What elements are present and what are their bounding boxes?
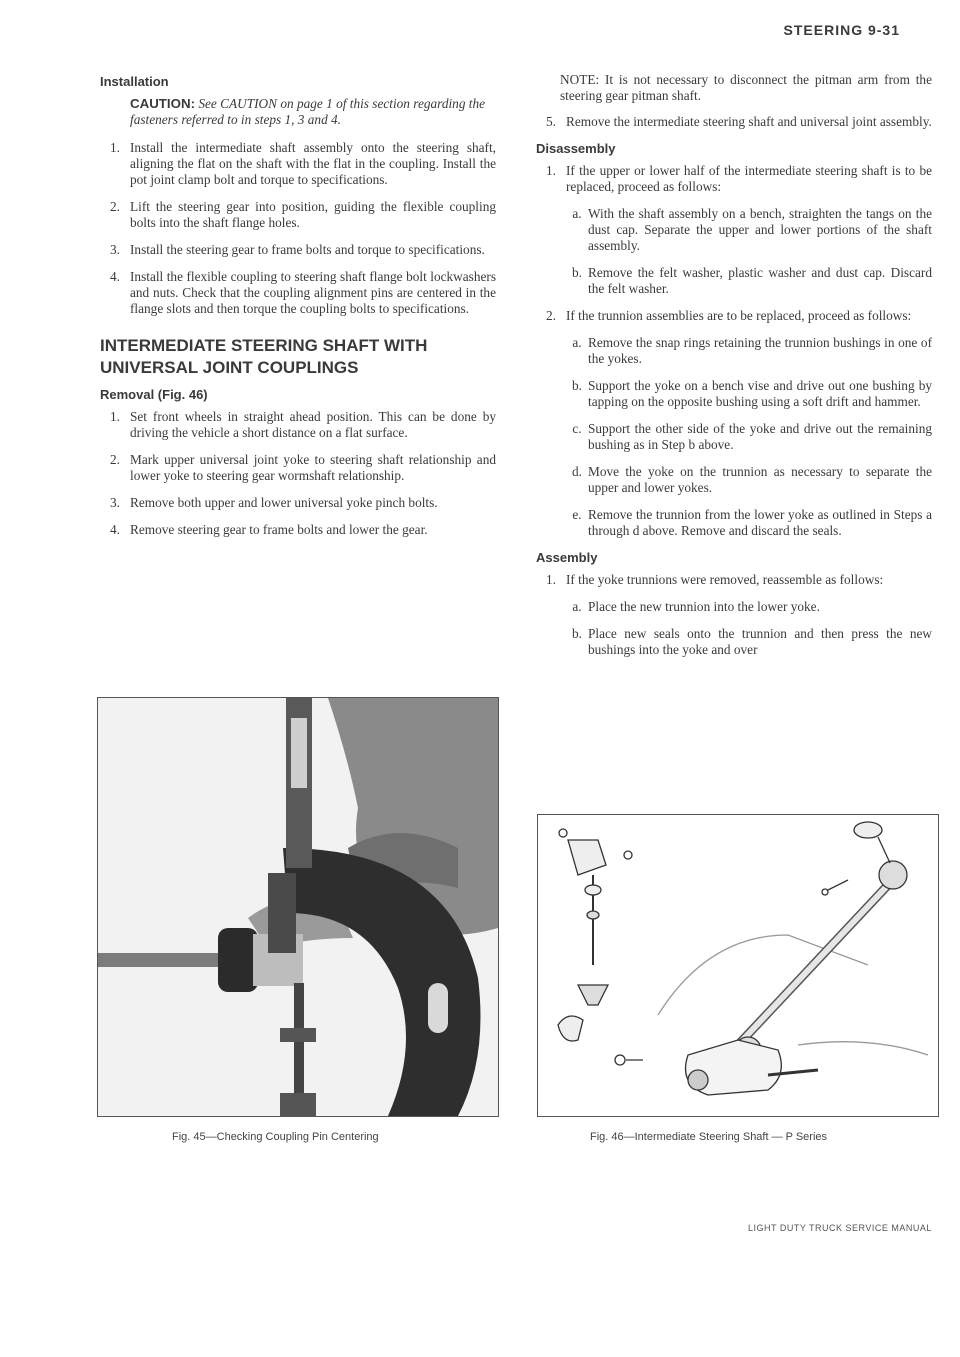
step-number: 1.	[110, 140, 120, 155]
removal-heading: Removal (Fig. 46)	[100, 387, 208, 402]
sub-step-text: Support the other side of the yoke and drive out the remaining bushing as in Step b above.	[588, 421, 932, 452]
left-column	[100, 74, 496, 549]
step-text: Lift the steering gear into position, guiding the flexible coupling bolts into the shaft flange holes.	[130, 199, 496, 230]
assembly-heading: Assembly	[536, 550, 598, 565]
sub-step-text: Remove the trunnion from the lower yoke as outlined in Steps a through d above. Remove and discard the seals.	[588, 507, 932, 538]
step-text: Install the steering gear to frame bolts and torque to specifications.	[130, 242, 485, 257]
step-number: 1.	[546, 572, 556, 587]
caution-note	[130, 96, 496, 128]
step-text: If the upper or lower half of the intermediate steering shaft is to be replaced, proceed as follows:	[566, 163, 932, 194]
sub-step-text: Remove the felt washer, plastic washer and dust cap. Discard the felt washer.	[588, 265, 932, 296]
step-text: Remove the intermediate steering shaft and universal joint assembly.	[566, 114, 932, 129]
sub-step-text: Place the new trunnion into the lower yoke.	[588, 599, 820, 614]
disassembly-step	[536, 163, 932, 195]
step-number: 4.	[110, 269, 120, 284]
step-text: Mark upper universal joint yoke to steering shaft relationship and lower yoke to steering gear wormshaft relationship.	[130, 452, 496, 483]
sub-step-letter: a.	[572, 335, 582, 350]
step-number: 3.	[110, 495, 120, 510]
page-footer: LIGHT DUTY TRUCK SERVICE MANUAL	[748, 1223, 932, 1233]
step-text: Install the intermediate shaft assembly onto the steering shaft, aligning the flat on the shaft with the flat in the coupling. Install the pot joint clamp bolt and torque to specifications.	[130, 140, 496, 187]
sub-step	[566, 265, 932, 297]
fig45-caption: Fig. 45—Checking Coupling Pin Centering	[172, 1131, 379, 1143]
note-text: NOTE: It is not necessary to disconnect the pitman arm from the steering gear pitman shaft.	[560, 72, 932, 103]
sub-step-text: Support the yoke on a bench vise and drive out one bushing by tapping on the opposite bushing using a soft drift and hammer.	[588, 378, 932, 409]
section-title	[100, 335, 496, 379]
sub-step-letter: d.	[572, 464, 582, 479]
sub-step-text: Move the yoke on the trunnion as necessary to separate the upper and lower yokes.	[588, 464, 932, 495]
sub-step-letter: a.	[572, 206, 582, 221]
removal-step	[100, 409, 496, 441]
sub-step	[566, 421, 932, 453]
sub-step-text: Place new seals onto the trunnion and then press the new bushings into the yoke and over	[588, 626, 932, 657]
installation-heading: Installation	[100, 74, 169, 89]
fig45-photo	[97, 697, 499, 1117]
caution-text: See CAUTION on page 1 of this section regarding the fasteners referred to in steps 1, 3 and 4.	[130, 96, 486, 127]
removal-step	[536, 114, 932, 130]
step-number: 3.	[110, 242, 120, 257]
sub-step-letter: e.	[572, 507, 582, 522]
sub-step	[566, 464, 932, 496]
caution-label: CAUTION:	[130, 96, 195, 111]
disassembly-step	[536, 308, 932, 324]
step-number: 4.	[110, 522, 120, 537]
step-number: 2.	[546, 308, 556, 323]
coupling-pin-photo	[98, 698, 498, 1116]
fig46-caption: Fig. 46—Intermediate Steering Shaft — P Series	[590, 1131, 828, 1143]
step-text: If the yoke trunnions were removed, reassemble as follows:	[566, 572, 884, 587]
step-text: Remove steering gear to frame bolts and lower the gear.	[130, 522, 428, 537]
sub-step-letter: a.	[572, 599, 582, 614]
step-text: If the trunnion assemblies are to be replaced, proceed as follows:	[566, 308, 912, 323]
disassembly-heading: Disassembly	[536, 141, 616, 156]
sub-step	[566, 507, 932, 539]
sub-step-letter: c.	[572, 421, 582, 436]
sub-step	[566, 206, 932, 254]
sub-step-letter: b.	[572, 626, 582, 641]
sub-step	[566, 599, 932, 615]
removal-step	[100, 452, 496, 484]
installation-step	[100, 140, 496, 188]
step-text: Remove both upper and lower universal yoke pinch bolts.	[130, 495, 438, 510]
installation-step	[100, 199, 496, 231]
step-text: Set front wheels in straight ahead position. This can be done by driving the vehicle a short distance on a flat surface.	[130, 409, 496, 440]
steering-shaft-diagram	[538, 815, 938, 1116]
step-number: 1.	[110, 409, 120, 424]
step-number: 1.	[546, 163, 556, 178]
sub-step	[566, 335, 932, 367]
sub-step-letter: b.	[572, 378, 582, 393]
step-text: Install the flexible coupling to steering shaft flange bolt lockwashers and nuts. Check that the coupling alignment pins are centered in the flange slots and then torque the coupling bolts to specifications.	[130, 269, 496, 316]
removal-step	[100, 495, 496, 511]
section-title-line: INTERMEDIATE STEERING SHAFT WITH	[100, 336, 428, 355]
sub-step-text: With the shaft assembly on a bench, straighten the tangs on the dust cap. Separate the upper and lower portions of the shaft assembly.	[588, 206, 932, 253]
sub-step-text: Remove the snap rings retaining the trunnion bushings in one of the yokes.	[588, 335, 932, 366]
sub-step	[566, 626, 932, 658]
page-header: STEERING 9-31	[783, 22, 900, 38]
step-number: 2.	[110, 452, 120, 467]
step-number: 5.	[546, 114, 556, 129]
installation-step	[100, 242, 496, 258]
assembly-step	[536, 572, 932, 588]
fig46-illustration	[537, 814, 939, 1117]
sub-step	[566, 378, 932, 410]
right-column	[536, 72, 932, 669]
removal-step	[100, 522, 496, 538]
section-title-line: UNIVERSAL JOINT COUPLINGS	[100, 358, 359, 377]
step-number: 2.	[110, 199, 120, 214]
installation-step	[100, 269, 496, 317]
sub-step-letter: b.	[572, 265, 582, 280]
